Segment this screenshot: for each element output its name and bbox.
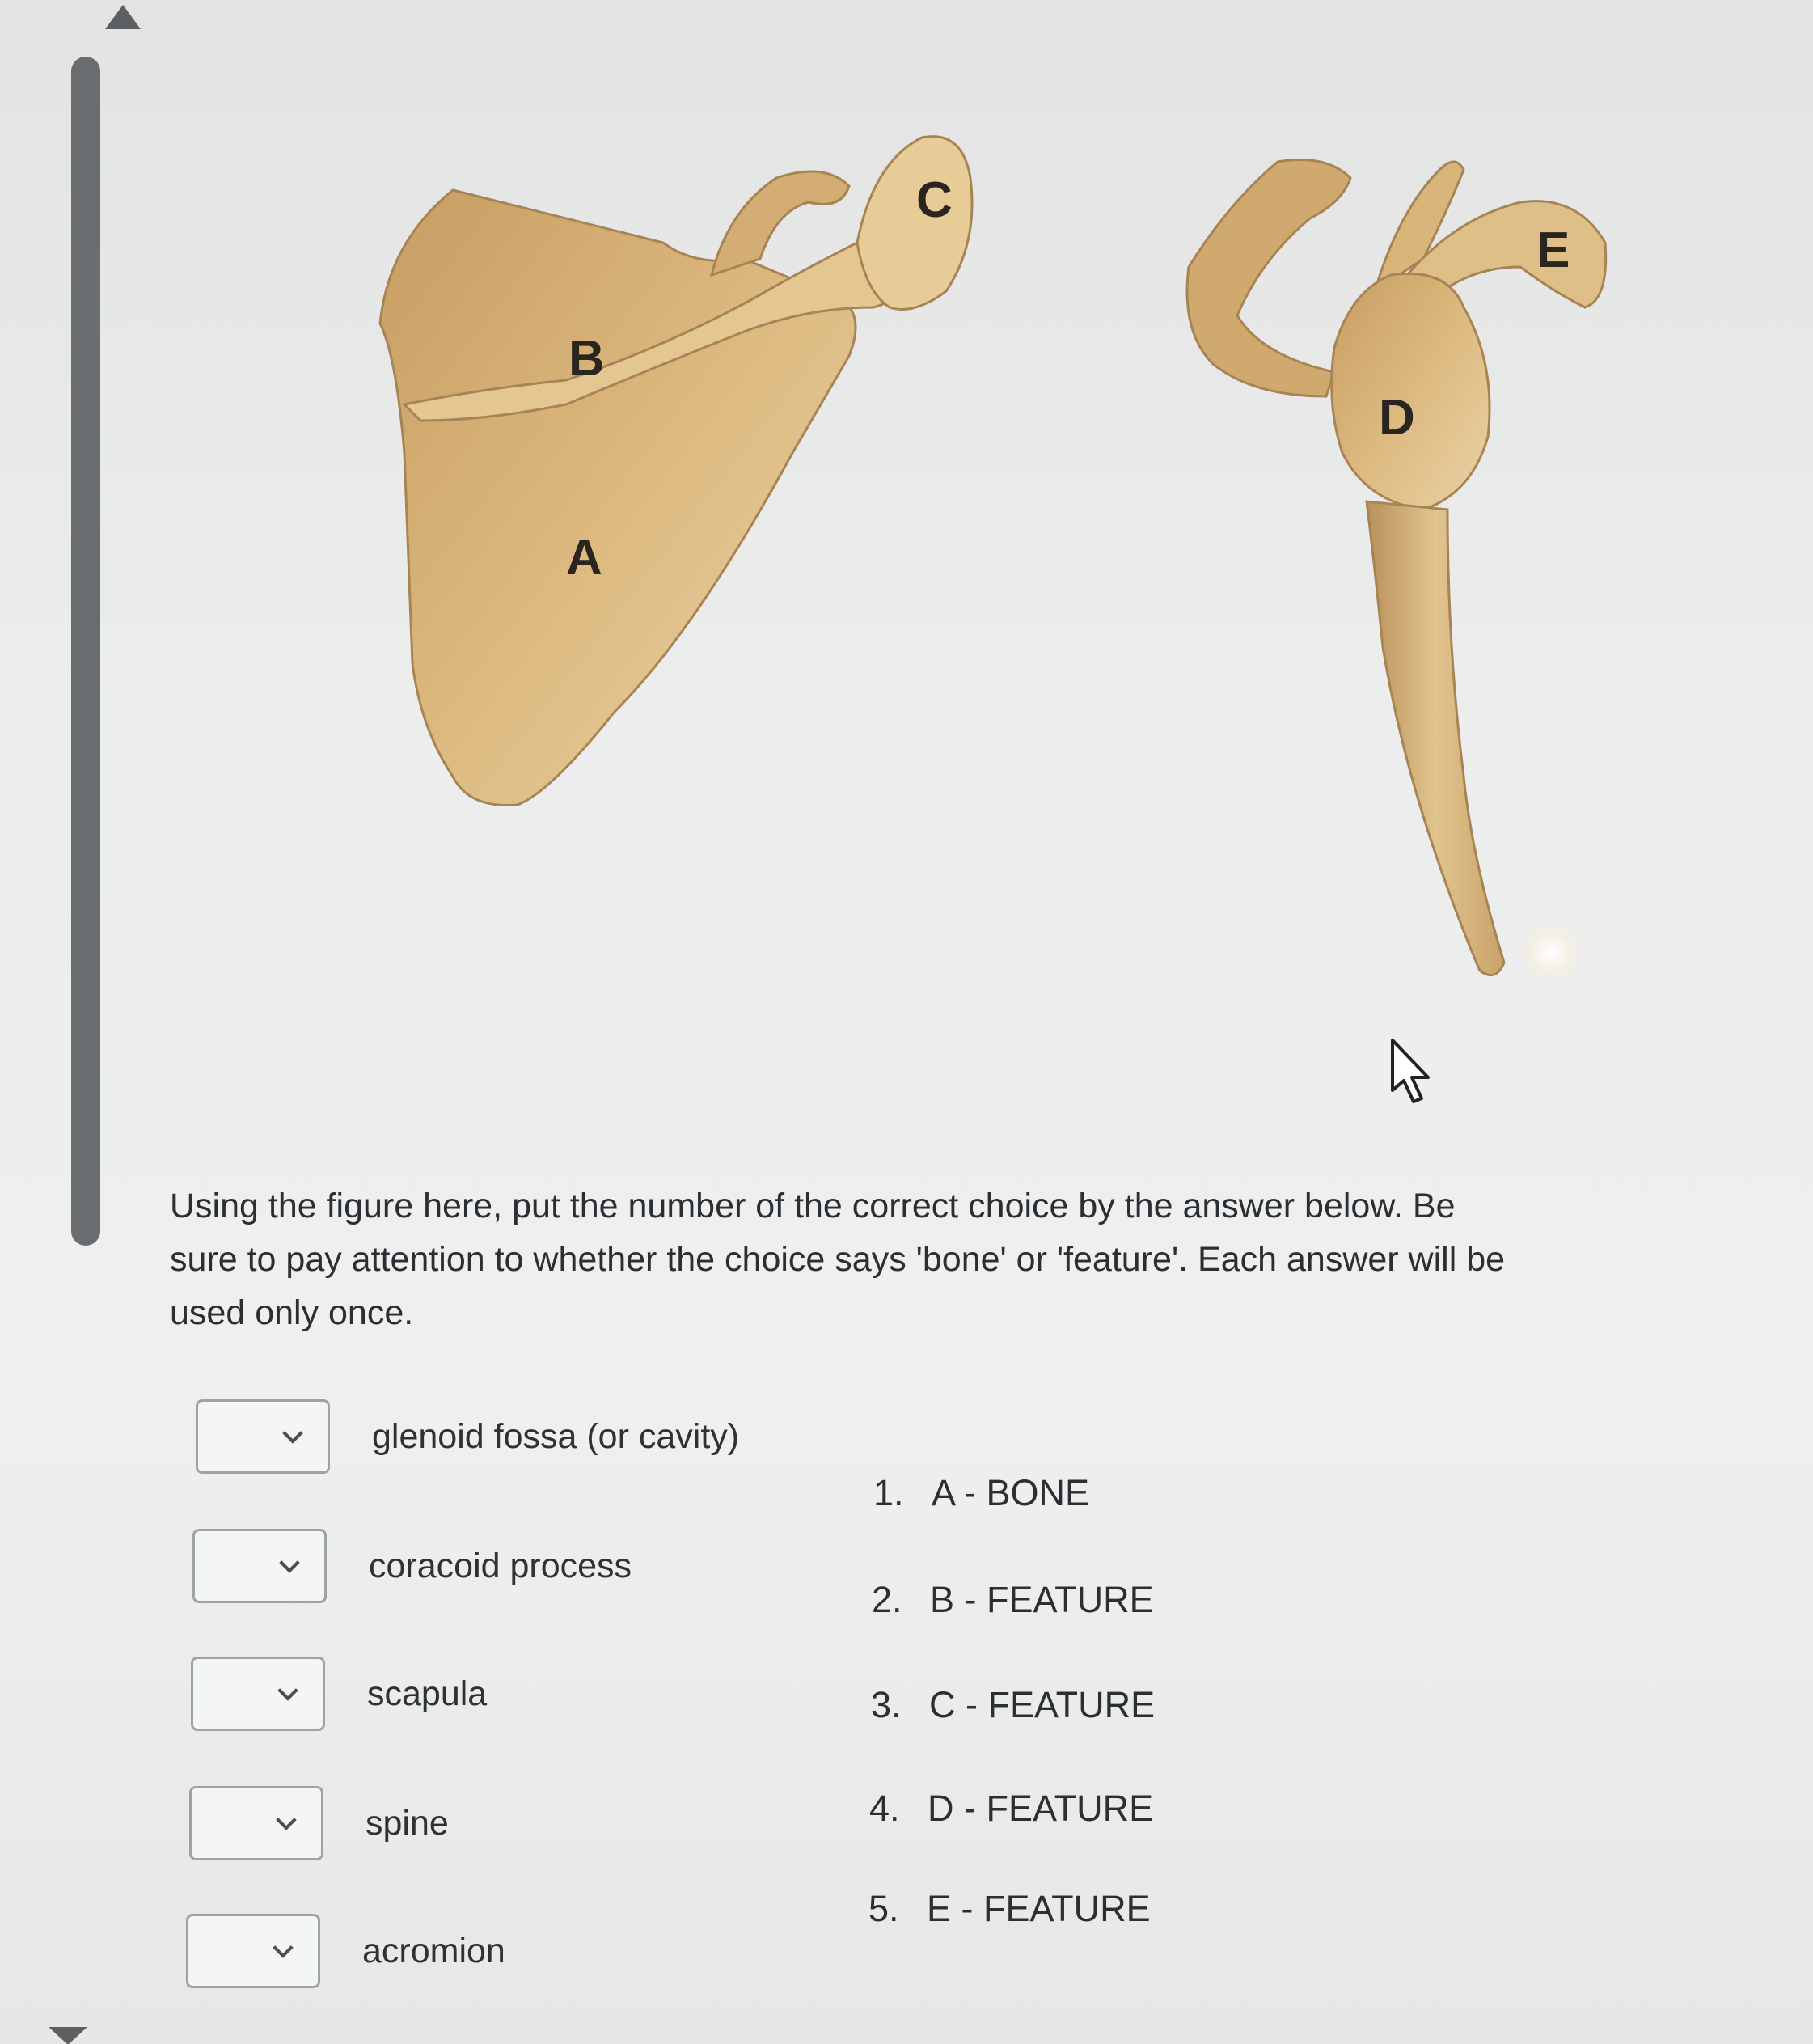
choice-number: 2. — [872, 1579, 902, 1620]
choice-item — [872, 1579, 1154, 1621]
chevron-down-icon — [279, 1552, 299, 1572]
match-row — [191, 1655, 487, 1733]
chevron-down-icon — [282, 1423, 302, 1443]
scapula-posterior-illustration — [380, 137, 972, 806]
figure-label-b: B — [568, 331, 605, 387]
match-row — [192, 1527, 632, 1605]
choice-item — [871, 1684, 1155, 1726]
chevron-down-icon — [276, 1809, 296, 1830]
choice-label: B - FEATURE — [930, 1579, 1154, 1620]
choice-label: C - FEATURE — [929, 1684, 1156, 1725]
choice-number: 1. — [873, 1472, 904, 1513]
match-row — [196, 1398, 739, 1475]
match-term: coracoid process — [369, 1546, 632, 1585]
figure-label-e: E — [1536, 222, 1570, 278]
mouse-pointer-icon — [1389, 1037, 1441, 1111]
question-instructions: Using the figure here, put the number of the correct choice by the answer below. Be sure to pay attention to whether the choice says 'bone' or 'feature'. Each answer will be used only once. — [170, 1187, 1506, 1332]
match-row — [186, 1912, 505, 1990]
choice-label: E - FEATURE — [927, 1888, 1151, 1929]
figure-label-a: A — [566, 530, 602, 586]
figure-label-c: C — [916, 172, 953, 228]
choice-item — [869, 1788, 1153, 1830]
choice-item — [868, 1888, 1151, 1930]
match-term: glenoid fossa (or cavity) — [372, 1416, 740, 1456]
match-term: scapula — [367, 1674, 488, 1713]
choice-number: 3. — [871, 1684, 902, 1725]
screen-glare — [1520, 922, 1582, 984]
chevron-down-icon — [273, 1937, 293, 1957]
answer-dropdown[interactable] — [192, 1529, 327, 1603]
figure-label-d: D — [1379, 390, 1415, 446]
scapula-lateral-illustration — [1187, 160, 1606, 975]
scroll-down-arrow-icon[interactable] — [49, 2027, 87, 2044]
match-term: acromion — [362, 1931, 505, 1970]
choice-number: 4. — [869, 1788, 900, 1829]
choice-label: D - FEATURE — [928, 1788, 1154, 1829]
match-term: spine — [366, 1803, 449, 1843]
choice-label: A - BONE — [932, 1472, 1090, 1513]
answer-dropdown[interactable] — [186, 1914, 320, 1988]
choice-number: 5. — [868, 1888, 899, 1929]
answer-dropdown[interactable] — [196, 1399, 330, 1474]
match-row — [189, 1784, 449, 1862]
answer-dropdown[interactable] — [189, 1786, 323, 1860]
choice-item — [873, 1472, 1089, 1514]
answer-dropdown[interactable] — [191, 1657, 325, 1731]
chevron-down-icon — [277, 1680, 298, 1700]
